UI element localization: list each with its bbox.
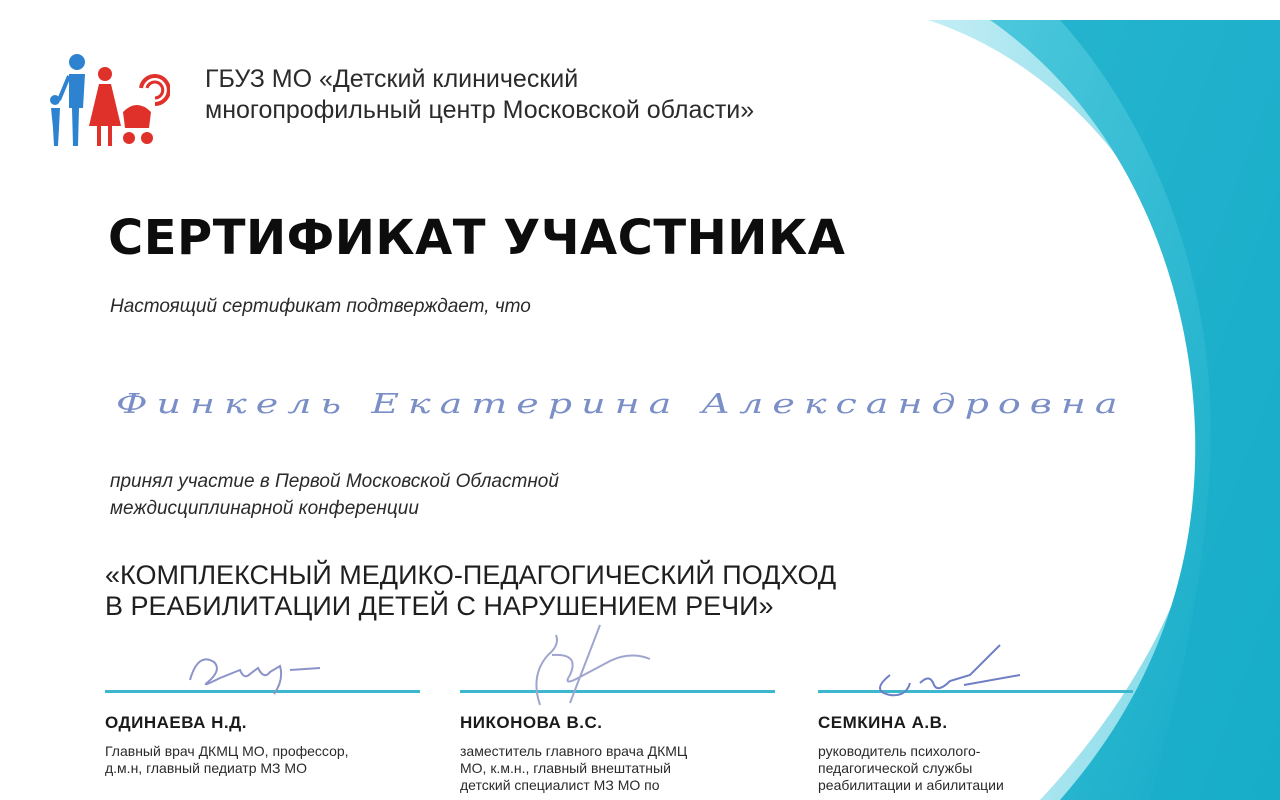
signatory-role-line: руководитель психолого- bbox=[818, 743, 981, 759]
signatory-role-line: реабилитации и абилитации bbox=[818, 777, 1004, 793]
signatory-role-line: детский специалист МЗ МО по bbox=[460, 777, 660, 793]
signatory-role bbox=[105, 743, 425, 777]
signature-semkina bbox=[860, 635, 1030, 705]
conference-title-line2: В РЕАБИЛИТАЦИИ ДЕТЕЙ С НАРУШЕНИЕМ РЕЧИ» bbox=[105, 591, 774, 621]
organization-name bbox=[205, 64, 865, 126]
signatory-role-line: МО, к.м.н., главный внештатный bbox=[460, 760, 671, 776]
signatory-name: НИКОНОВА В.С. bbox=[460, 713, 603, 732]
signatory-role-line: педагогической службы bbox=[818, 760, 973, 776]
signatory-role bbox=[818, 743, 1138, 794]
family-logo-icon bbox=[45, 48, 170, 148]
participation-text bbox=[110, 468, 559, 522]
certificate-subtitle: Настоящий сертификат подтверждает, что bbox=[110, 296, 531, 317]
conference-title bbox=[105, 560, 905, 622]
signatory-role-line: д.м.н, главный педиатр МЗ МО bbox=[105, 760, 307, 776]
signatory-role-line: Главный врач ДКМЦ МО, профессор, bbox=[105, 743, 349, 759]
recipient-name-handwritten: Финкель Екатерина Александровна bbox=[116, 388, 1127, 420]
signatory-role-line: заместитель главного врача ДКМЦ bbox=[460, 743, 688, 759]
participation-line2: междисциплинарной конференции bbox=[110, 498, 419, 519]
signature-nikonova bbox=[500, 615, 670, 710]
signatory-role bbox=[460, 743, 780, 794]
signatory-1 bbox=[105, 690, 425, 777]
conference-title-line1: «КОМПЛЕКСНЫЙ МЕДИКО-ПЕДАГОГИЧЕСКИЙ ПОДХОД bbox=[105, 560, 837, 590]
participation-line1: принял участие в Первой Московской Областной bbox=[110, 471, 559, 492]
organization-name-line1: ГБУЗ МО «Детский клинический bbox=[205, 65, 579, 93]
signatory-name: СЕМКИНА А.В. bbox=[818, 713, 948, 732]
organization-name-line2: многопрофильный центр Московской области» bbox=[205, 96, 755, 124]
signatory-3 bbox=[818, 690, 1138, 794]
signature-odinaeva bbox=[180, 640, 330, 700]
signatory-name: ОДИНАЕВА Н.Д. bbox=[105, 713, 247, 732]
certificate-title: СЕРТИФИКАТ УЧАСТНИКА bbox=[108, 210, 846, 266]
